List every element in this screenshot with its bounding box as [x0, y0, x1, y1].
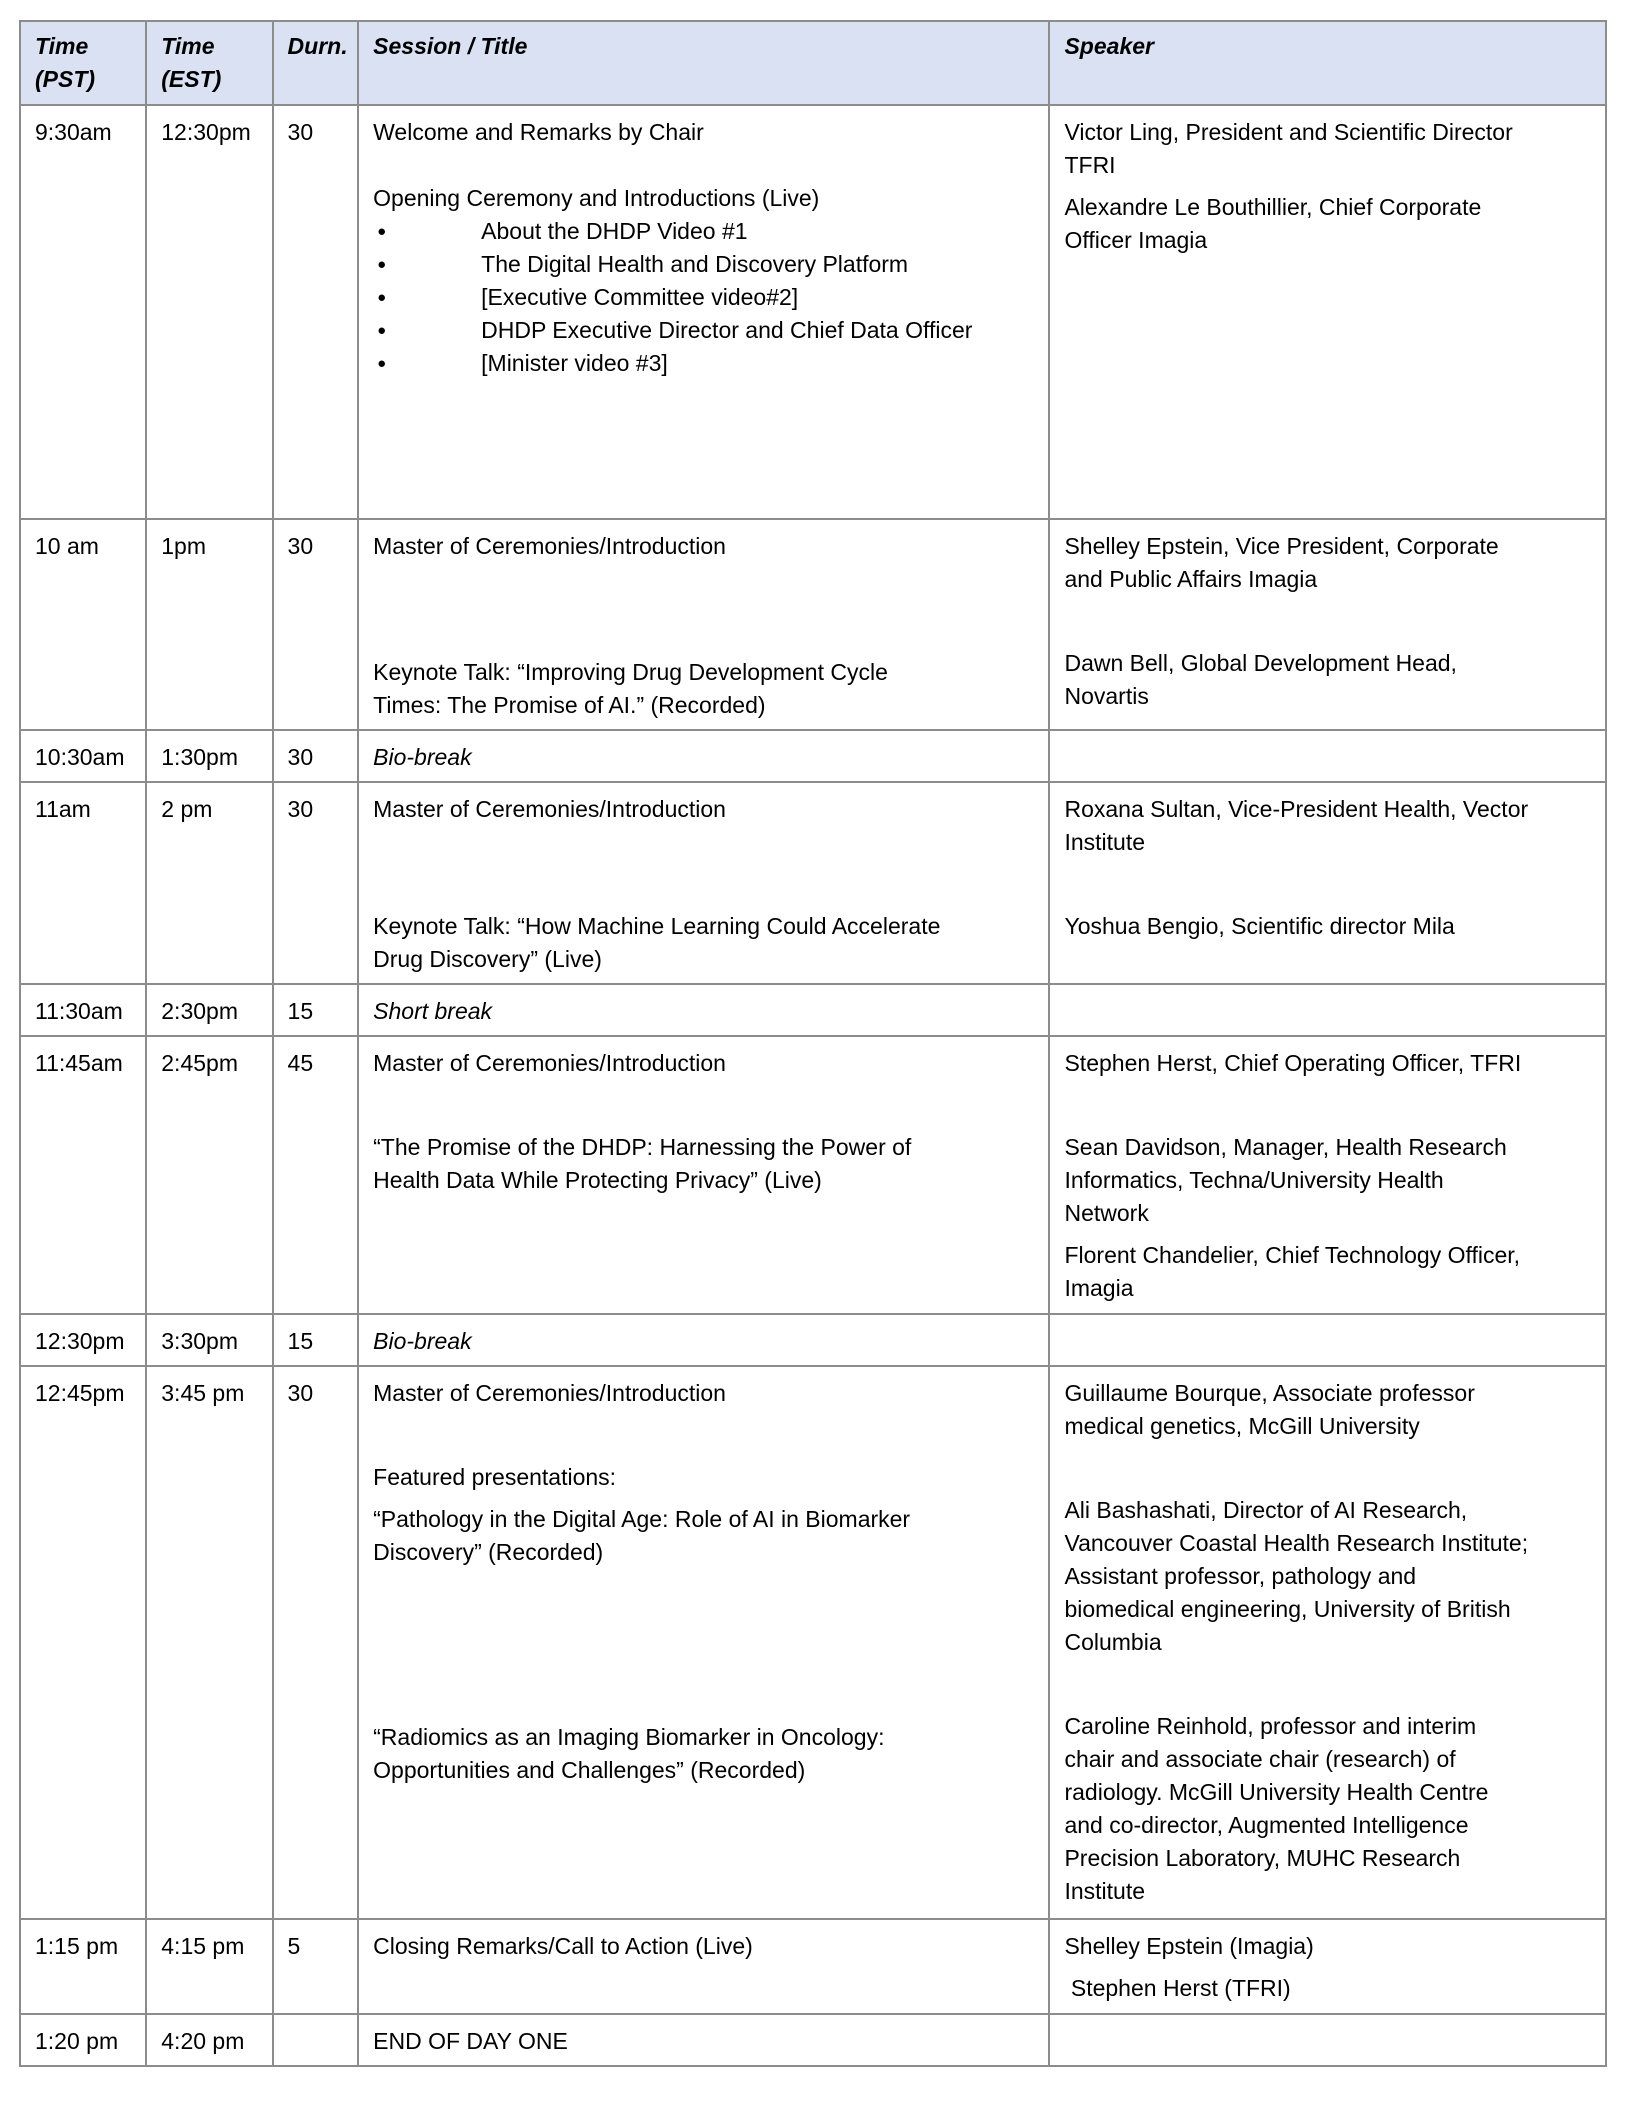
table-header: [20, 21, 1606, 105]
session-title: Opening Ceremony and Introductions (Live): [373, 185, 820, 211]
time-pst: 10:30am: [20, 730, 146, 782]
session-title: Master of Ceremonies/Introduction: [373, 1380, 726, 1406]
speaker-cell: [1049, 730, 1606, 782]
table-row: [20, 2014, 1606, 2066]
speaker: Florent Chandelier, Chief Technology Officer, Imagia: [1064, 1242, 1521, 1301]
session-title: Master of Ceremonies/Introduction: [373, 1050, 726, 1076]
speaker-cell: [1049, 1314, 1606, 1366]
header-speaker: Speaker: [1049, 21, 1606, 105]
time-est: 3:45 pm: [146, 1366, 272, 1919]
header-session-title: Session / Title: [358, 21, 1049, 105]
speaker: Shelley Epstein, Vice President, Corporate and Public Affairs Imagia: [1064, 533, 1499, 592]
speaker-cell: [1049, 984, 1606, 1036]
speaker-cell: [1049, 782, 1606, 984]
session-title: Keynote Talk: “How Machine Learning Could Accelerate Drug Discovery” (Live): [373, 913, 941, 972]
list-item: ● [Executive Committee video#2]: [373, 281, 1036, 314]
time-pst: 1:15 pm: [20, 1919, 146, 2014]
bullet-list: [373, 215, 1036, 380]
speaker-cell: [1049, 105, 1606, 519]
speaker: Dawn Bell, Global Development Head, Novartis: [1064, 650, 1457, 709]
table-row: [20, 984, 1606, 1036]
time-pst: 11am: [20, 782, 146, 984]
session-title: Master of Ceremonies/Introduction: [373, 533, 726, 559]
header-time-est: Time (EST): [146, 21, 272, 105]
header-time-pst: Time (PST): [20, 21, 146, 105]
table-row: [20, 105, 1606, 519]
duration: 15: [273, 1314, 359, 1366]
session-cell: [358, 105, 1049, 519]
time-pst: 12:30pm: [20, 1314, 146, 1366]
duration: 30: [273, 730, 359, 782]
table-row: [20, 782, 1606, 984]
speaker: Roxana Sultan, Vice-President Health, Vector Institute: [1064, 796, 1529, 855]
speaker-cell: [1049, 1036, 1606, 1314]
speaker: Caroline Reinhold, professor and interim chair and associate chair (research) of radiology. McGill University Health Centre and co-director, Augmented Intelligence Precision Laboratory, MUHC Research Institute: [1064, 1713, 1489, 1904]
session-cell: [358, 1036, 1049, 1314]
table-row: [20, 519, 1606, 730]
session-cell: Bio-break: [358, 1314, 1049, 1366]
duration: 30: [273, 1366, 359, 1919]
time-pst: 10 am: [20, 519, 146, 730]
table-row: [20, 1036, 1606, 1314]
speaker-cell: [1049, 1366, 1606, 1919]
time-est: 4:20 pm: [146, 2014, 272, 2066]
speaker: Victor Ling, President and Scientific Director TFRI: [1064, 119, 1513, 178]
table-row: [20, 730, 1606, 782]
header-duration: Durn.: [273, 21, 359, 105]
session-cell: Bio-break: [358, 730, 1049, 782]
time-pst: 1:20 pm: [20, 2014, 146, 2066]
time-est: 4:15 pm: [146, 1919, 272, 2014]
speaker: Guillaume Bourque, Associate professor medical genetics, McGill University: [1064, 1380, 1475, 1439]
time-est: 2:30pm: [146, 984, 272, 1036]
time-pst: 12:45pm: [20, 1366, 146, 1919]
time-est: 2:45pm: [146, 1036, 272, 1314]
speaker: Stephen Herst (TFRI): [1064, 1975, 1291, 2001]
session-title: “Radiomics as an Imaging Biomarker in Oncology: Opportunities and Challenges” (Recorded): [373, 1724, 885, 1783]
speaker: Yoshua Bengio, Scientific director Mila: [1064, 913, 1455, 939]
time-pst: 11:30am: [20, 984, 146, 1036]
session-title: “The Promise of the DHDP: Harnessing the Power of Health Data While Protecting Privacy” (Live): [373, 1134, 912, 1193]
duration: 5: [273, 1919, 359, 2014]
time-est: 3:30pm: [146, 1314, 272, 1366]
time-est: 1:30pm: [146, 730, 272, 782]
agenda-table: [19, 20, 1607, 2067]
duration: 15: [273, 984, 359, 1036]
table-row: [20, 1366, 1606, 1919]
session-title: Keynote Talk: “Improving Drug Development Cycle Times: The Promise of AI.” (Recorded): [373, 659, 888, 718]
duration: 30: [273, 105, 359, 519]
time-pst: 9:30am: [20, 105, 146, 519]
list-item: ● [Minister video #3]: [373, 347, 1036, 380]
session-title: Featured presentations:: [373, 1464, 617, 1490]
list-item: ● About the DHDP Video #1: [373, 215, 1036, 248]
speaker: Alexandre Le Bouthillier, Chief Corporate Officer Imagia: [1064, 194, 1482, 253]
duration: 30: [273, 519, 359, 730]
speaker: Stephen Herst, Chief Operating Officer, TFRI: [1064, 1050, 1522, 1076]
session-cell: Short break: [358, 984, 1049, 1036]
session-cell: [358, 1366, 1049, 1919]
speaker-cell: [1049, 1919, 1606, 2014]
speaker-cell: [1049, 2014, 1606, 2066]
session-cell: END OF DAY ONE: [358, 2014, 1049, 2066]
list-item: ● DHDP Executive Director and Chief Data Officer: [373, 314, 1036, 347]
session-cell: Closing Remarks/Call to Action (Live): [358, 1919, 1049, 2014]
duration: 45: [273, 1036, 359, 1314]
speaker: Shelley Epstein (Imagia): [1064, 1933, 1314, 1959]
speaker: Ali Bashashati, Director of AI Research, Vancouver Coastal Health Research Institute; Assistant professor, pathology and biomedical engineering, University of British Columbia: [1064, 1497, 1529, 1655]
duration: [273, 2014, 359, 2066]
time-est: 2 pm: [146, 782, 272, 984]
session-cell: [358, 782, 1049, 984]
session-title: Welcome and Remarks by Chair: [373, 119, 704, 145]
speaker: Sean Davidson, Manager, Health Research Informatics, Techna/University Health Network: [1064, 1134, 1507, 1226]
session-cell: [358, 519, 1049, 730]
table-row: [20, 1919, 1606, 2014]
duration: 30: [273, 782, 359, 984]
table-row: [20, 1314, 1606, 1366]
list-item: ● The Digital Health and Discovery Platform: [373, 248, 1036, 281]
time-pst: 11:45am: [20, 1036, 146, 1314]
time-est: 1pm: [146, 519, 272, 730]
time-est: 12:30pm: [146, 105, 272, 519]
speaker-cell: [1049, 519, 1606, 730]
session-title: Master of Ceremonies/Introduction: [373, 796, 726, 822]
session-title: “Pathology in the Digital Age: Role of AI in Biomarker Discovery” (Recorded): [373, 1506, 911, 1565]
